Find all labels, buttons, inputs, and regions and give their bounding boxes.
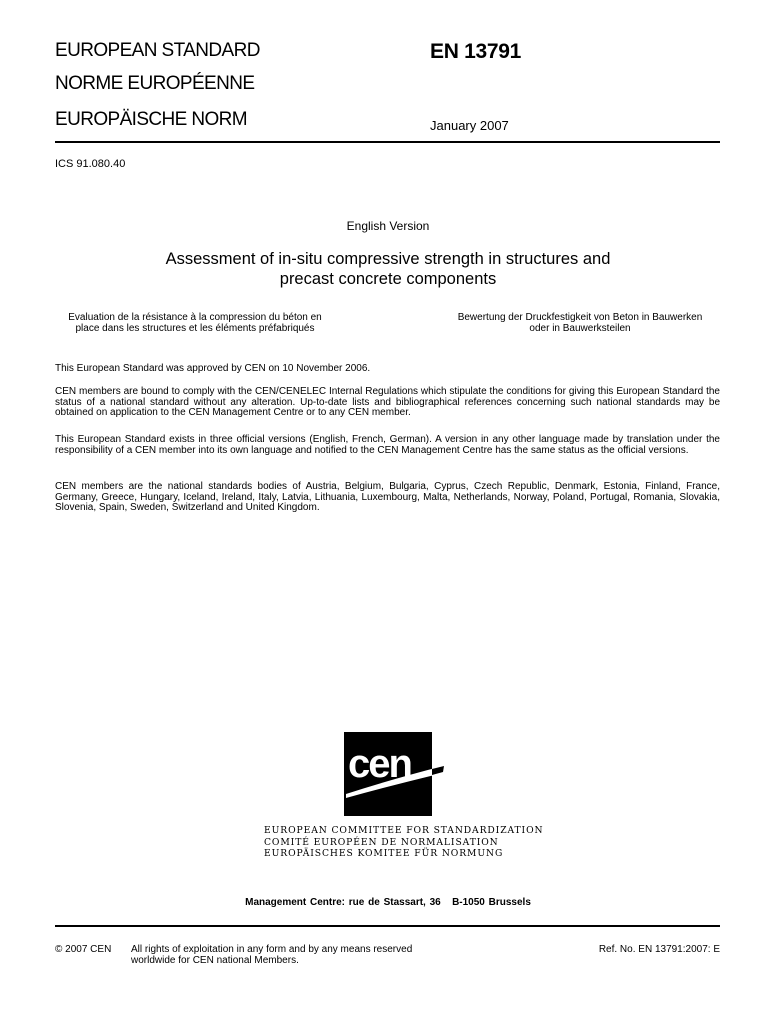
german-title-line-1: Bewertung der Druckfestigkeit von Beton in Bauwerken [457, 312, 703, 323]
copyright-notice: © 2007 CEN [55, 944, 112, 955]
footer-divider [55, 925, 720, 927]
members-paragraph: CEN members are the national standards bodies of Austria, Belgium, Bulgaria, Cyprus, Czech Republic, Denmark, Estonia, Finland, France, Germany, Greece, Hungary, Iceland, Ireland, Italy, Latvia, Lithuania, Luxembourg, Malta, Netherlands, Norway, Poland, Portugal, Romania, Slovakia, Slovenia, Spain, Sweden, Switzerland and United Kingdom. [55, 481, 720, 513]
cen-logo-graphic [344, 732, 444, 822]
french-title-line-2: place dans les structures et les éléments préfabriqués [75, 323, 315, 334]
ics-code: ICS 91.080.40 [55, 158, 126, 170]
approval-paragraph: This European Standard was approved by CEN on 10 November 2006. [55, 363, 371, 374]
standard-title-german: EUROPÄISCHE NORM [55, 109, 248, 130]
committee-name-english: EUROPEAN COMMITTEE FOR STANDARDIZATION [264, 825, 544, 836]
french-title [40, 312, 350, 334]
french-title-line-1: Evaluation de la résistance à la compression du béton en [68, 312, 322, 323]
document-title-line-1: Assessment of in-situ compressive strength in structures and [165, 250, 611, 268]
standard-title-french: NORME EUROPÉENNE [55, 73, 255, 94]
standard-number: EN 13791 [430, 40, 522, 63]
regulations-paragraph: CEN members are bound to comply with the CEN/CENELEC Internal Regulations which stipulate the conditions for giving this European Standard the status of a national standard without any alteration. Up-to-date lists and bibliographical references concerning such national standards may be obtained on application to the CEN Management Centre or to any CEN member. [55, 386, 720, 418]
rights-line-2: worldwide for CEN national Members. [131, 955, 299, 966]
cen-logo-text: cen [348, 742, 411, 786]
committee-name-german: EUROPÄISCHES KOMITEE FÜR NORMUNG [264, 848, 504, 859]
standard-title-english: EUROPEAN STANDARD [55, 40, 260, 61]
rights-line-1: All rights of exploitation in any form and by any means reserved [131, 944, 413, 955]
committee-names [264, 825, 544, 860]
cen-logo-icon [344, 732, 432, 816]
header-divider [55, 141, 720, 143]
reference-number: Ref. No. EN 13791:2007: E [598, 944, 720, 955]
committee-name-french: COMITÉ EUROPÉEN DE NORMALISATION [264, 836, 499, 848]
document-title [84, 249, 692, 289]
german-title-line-2: oder in Bauwerksteilen [529, 323, 631, 334]
rights-statement [131, 944, 412, 966]
german-title [420, 312, 740, 334]
publication-date: January 2007 [430, 118, 509, 133]
management-centre-address: Management Centre: rue de Stassart, 36 B-1050 Brussels [245, 897, 531, 908]
document-title-line-2: precast concrete components [279, 270, 497, 288]
versions-paragraph: This European Standard exists in three official versions (English, French, German). A version in any other language made by translation under the responsibility of a CEN member into its own language and notified to the CEN Management Centre has the same status as the official versions. [55, 434, 720, 456]
version-label: English Version [346, 219, 430, 233]
